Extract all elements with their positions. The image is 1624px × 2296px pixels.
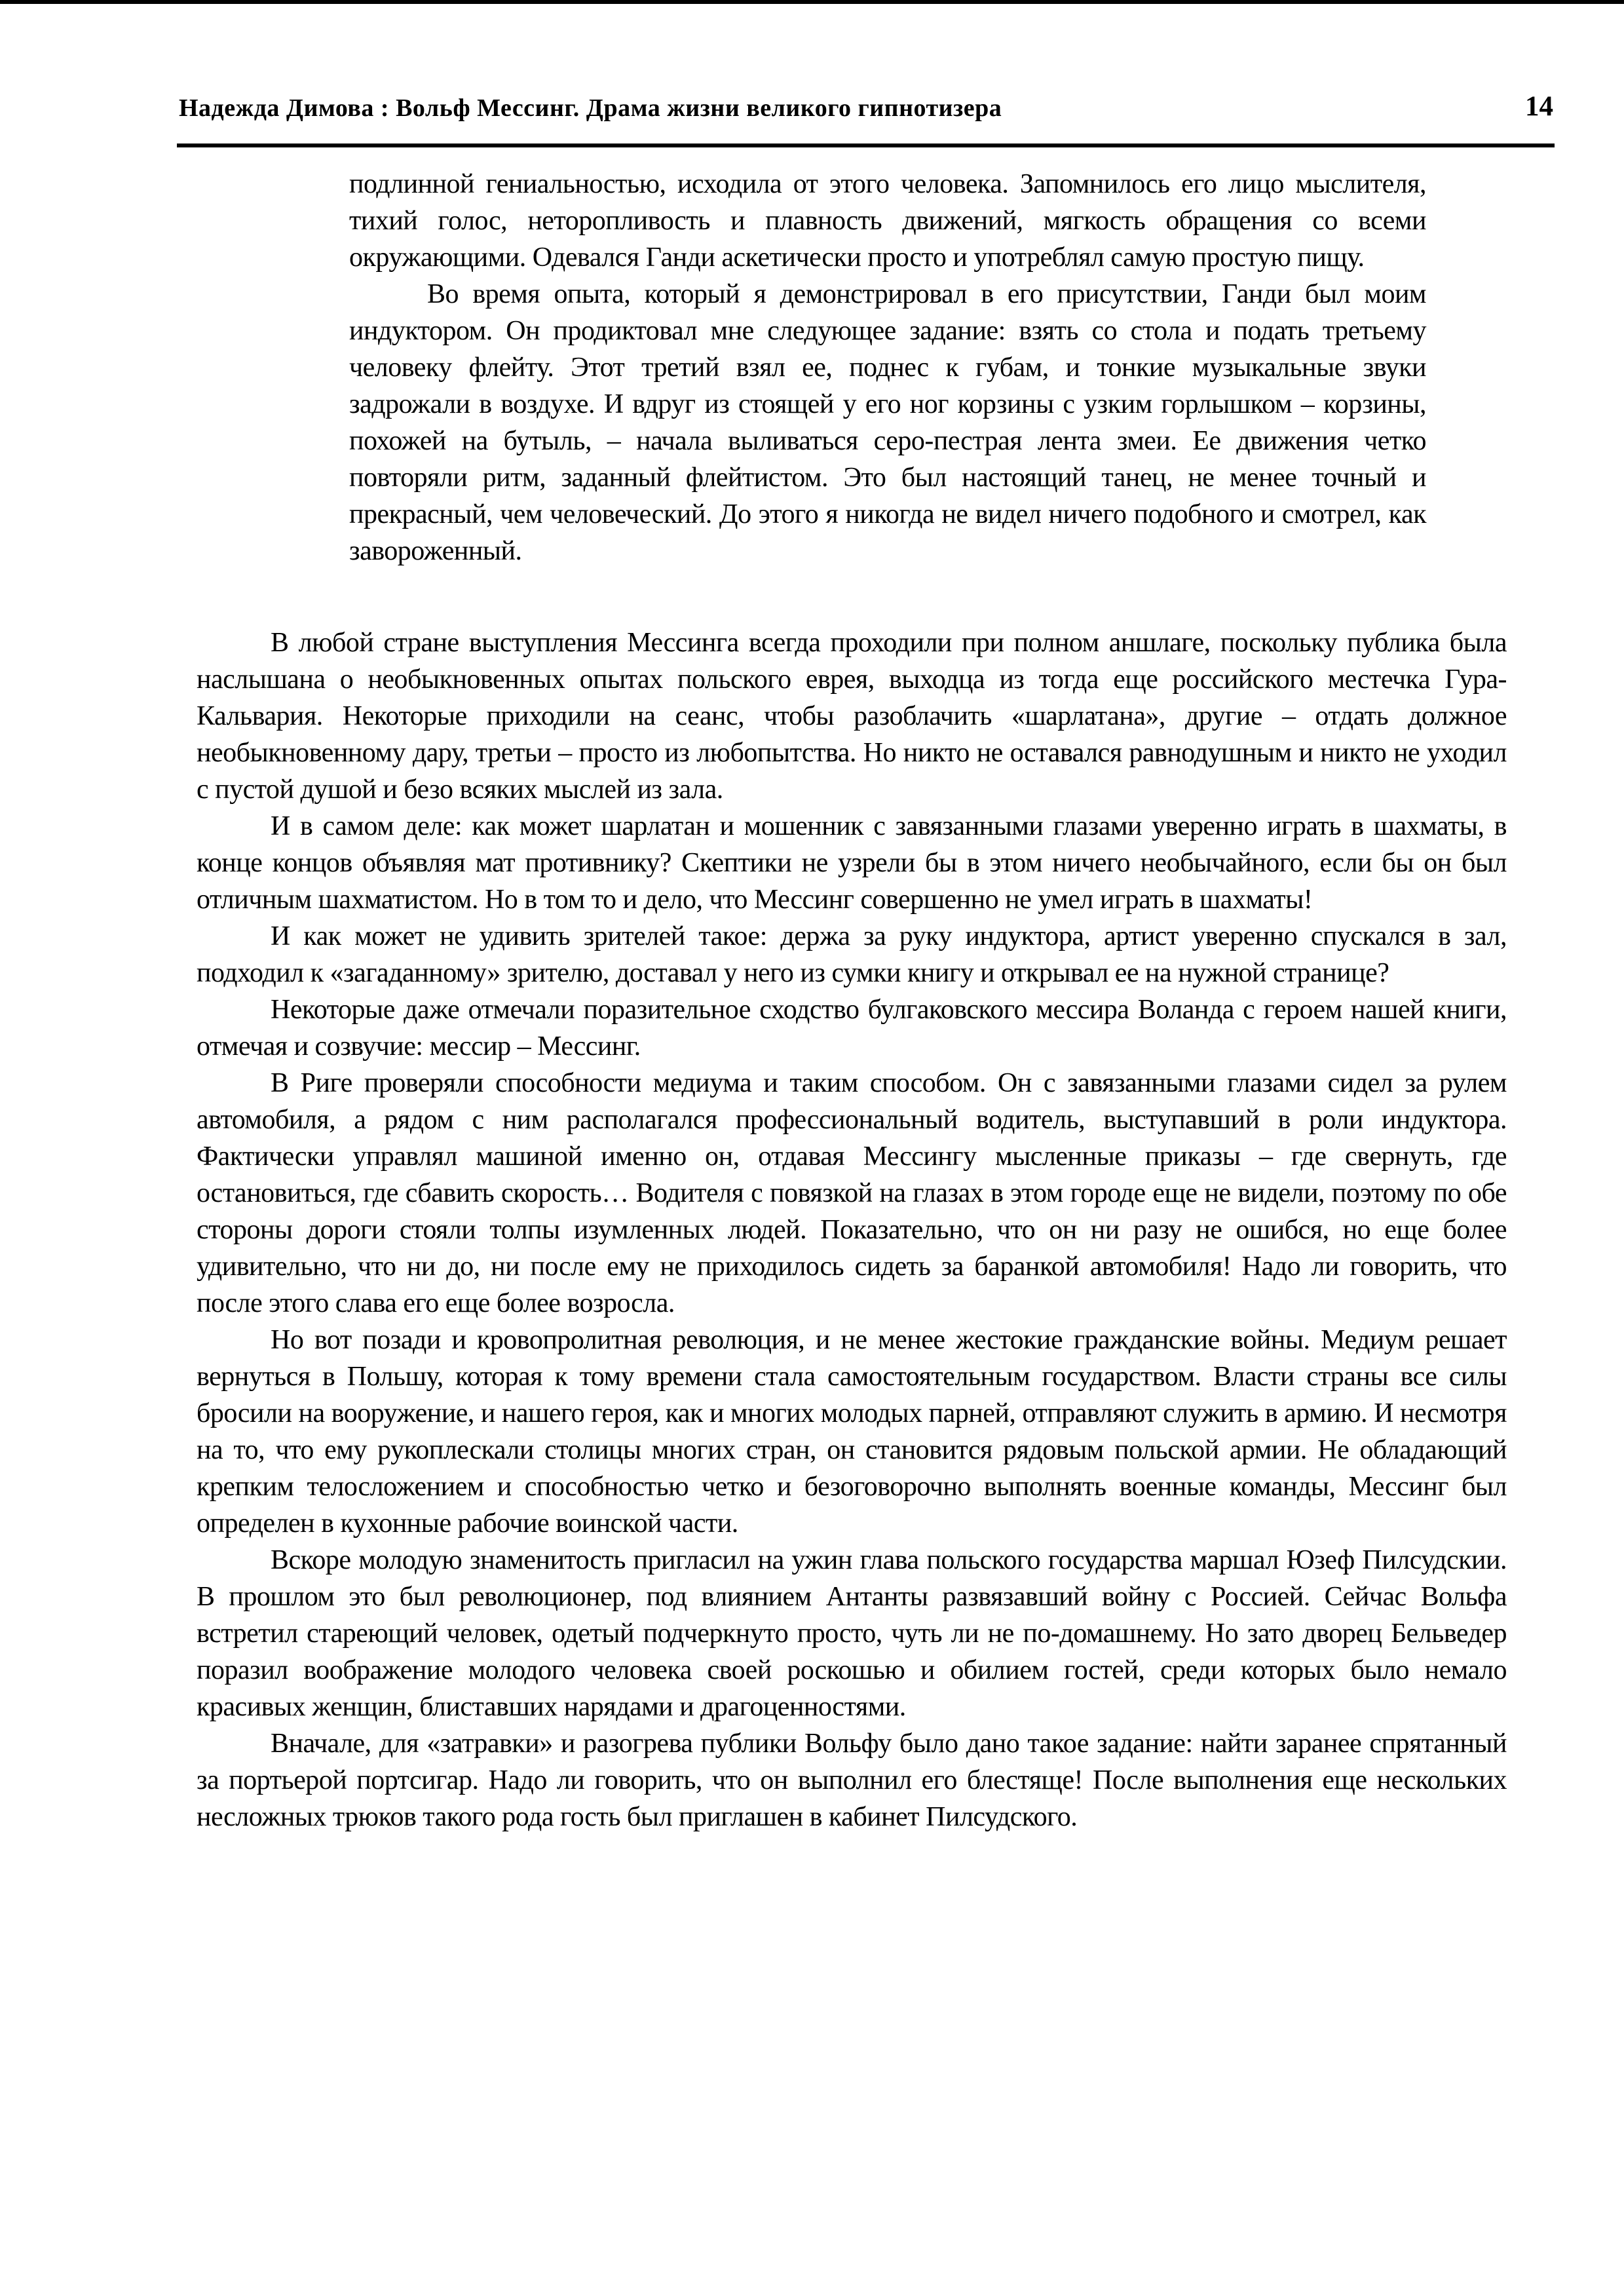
paragraph-1: В любой стране выступления Мессинга всегда проходили при полном аншлаге, поскольку публика была наслышана о необыкновенных опытах польского еврея, выходца из тогда еще российского местечка Гура-Кальвария. Некоторые приходили на сеанс, чтобы разоблачить «шарлатана», другие – отдать должное необыкновенному дару, третьи – просто из любопытства. Но никто не оставался равнодушным и никто не уходил с пустой душой и безо всяких мыслей из зала. <box>197 628 1507 805</box>
paragraph-8: Вначале, для «затравки» и разогрева публики Вольфу было дано такое задание: найти заранее спрятанный за портьерой портсигар. Надо ли говорить, что он выполнил его блестяще! После выполнения еще нескольких несложных трюков такого рода гость был приглашен в кабинет Пилсудского. <box>197 1729 1507 1832</box>
paragraph-5: В Риге проверяли способности медиума и таким способом. Он с завязанными глазами сидел за рулем автомобиля, а рядом с ним располагался профессиональный водитель, выступавший в роли индуктора. Фактически управлял машиной именно он, отдавая Мессингу мысленные приказы – где свернуть, где остановиться, где сбавить скорость… Водителя с повязкой на глазах в этом городе еще не видели, поэтому по обе стороны дороги стояли толпы изумленных людей. Показательно, что он ни разу не ошибся, но еще более удивительно, что ни до, ни после ему не приходилось сидеть за баранкой автомобиля! Надо ли говорить, что после этого слава его еще более возросла. <box>197 1068 1507 1318</box>
scan-edge-artifact <box>0 0 1624 4</box>
running-header-title: Надежда Димова : Вольф Мессинг. Драма жизни великого гипнотизера <box>179 94 1002 122</box>
paragraph-4: Некоторые даже отмечали поразительное сходство булгаковского мессира Воланда с героем нашей книги, отмечая и созвучие: мессир – Мессинг. <box>197 995 1507 1062</box>
paragraph-3: И как может не удивить зрителей такое: держа за руку индуктора, артист уверенно спускался в зал, подходил к «загаданному» зрителю, доставал у него из сумки книгу и открывал ее на нужной странице? <box>197 921 1507 988</box>
paragraph-6: Но вот позади и кровопролитная революция, и не менее жестокие гражданские войны. Медиум решает вернуться в Польшу, которая к тому времени стала самостоятельным государством. Власти страны все силы бросили на вооружение, и нашего героя, как и многих молодых парней, отправляют служить в армию. И несмотря на то, что ему рукоплескали столицы многих стран, он становится рядовым польской армии. Не обладающий крепким телосложением и способностью четко и безоговорочно выполнять военные команды, Мессинг был определен в кухонные рабочие воинской части. <box>197 1325 1507 1539</box>
block-quote <box>349 166 1426 569</box>
quote-paragraph-2: Во время опыта, который я демонстрировал в его присутствии, Ганди был моим индуктором. Он продиктовал мне следующее задание: взять со стола и подать третьему человеку флейту. Этот третий взял ее, поднес к губам, и тонкие музыкальные звуки задрожали в воздухе. И вдруг из стоящей у его ног корзины с узким горлышком – корзины, похожей на бутыль, – начала выливаться серо-пестрая лента змеи. Ее движения четко повторяли ритм, заданный флейтистом. Это был настоящий танец, не менее точный и прекрасный, чем человеческий. До этого я никогда не видел ничего подобного и смотрел, как завороженный. <box>349 279 1426 566</box>
page-content <box>197 153 1507 1835</box>
header-rule <box>177 144 1555 147</box>
paragraph-7: Вскоре молодую знаменитость пригласил на ужин глава польского государства маршал Юзеф Пилсудскии. В прошлом это был революционер, под влиянием Антанты развязавший войну с Россией. Сейчас Вольфа встретил стареющий человек, одетый подчеркнуто просто, чуть ли не по-домашнему. Но зато дворец Бельведер поразил воображение молодого человека своей роскошью и обилием гостей, среди которых было немало красивых женщин, блиставших нарядами и драгоценностями. <box>197 1545 1507 1722</box>
body-text <box>197 624 1507 1835</box>
paragraph-2: И в самом деле: как может шарлатан и мошенник с завязанными глазами уверенно играть в шахматы, в конце концов объявляя мат противнику? Скептики не узрели бы в этом ничего необычайного, если бы он был отличным шахматистом. Но в том то и дело, что Мессинг совершенно не умел играть в шахматы! <box>197 811 1507 915</box>
page-number: 14 <box>1525 91 1553 122</box>
quote-paragraph-1: подлинной гениальностью, исходила от этого человека. Запомнилось его лицо мыслителя, тихий голос, неторопливость и плавность движений, мягкость обращения со всеми окружающими. Одевался Ганди аскетически просто и употреблял самую простую пищу. <box>349 169 1426 273</box>
